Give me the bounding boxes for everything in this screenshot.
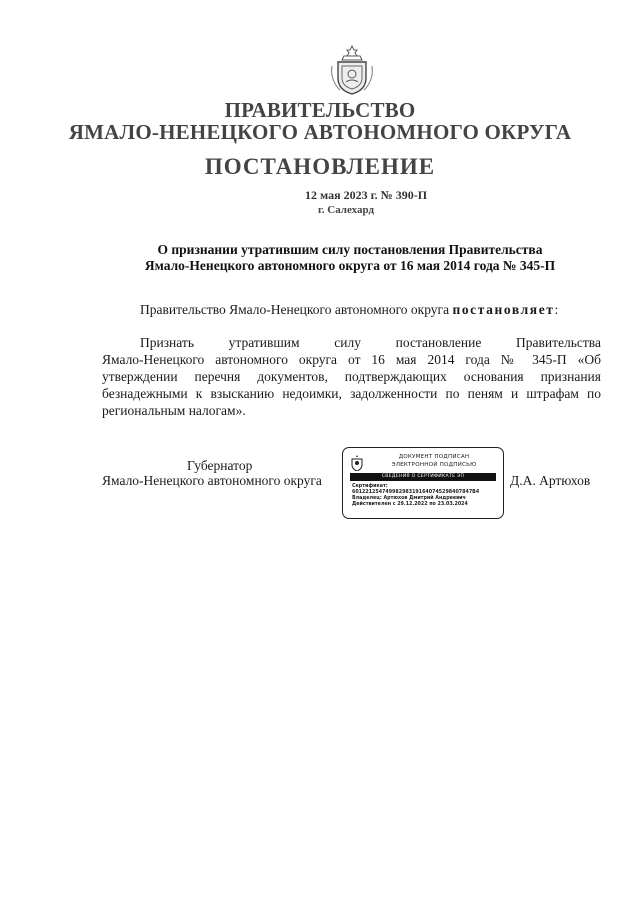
body-line: Признать утратившим силу постановление Правительства <box>140 335 601 350</box>
document-title-line2: Ямало-Ненецкого автономного округа от 16 мая 2014 года № 345-П <box>144 258 556 273</box>
government-title-line2: ЯМАЛО-НЕНЕЦКОГО АВТОНОМНОГО ОКРУГА <box>68 120 572 144</box>
electronic-signature-stamp <box>342 447 504 519</box>
government-title-line1: ПРАВИТЕЛЬСТВО <box>224 98 416 122</box>
stamp-cert-label: Сертификат: <box>352 484 388 489</box>
preamble-text: Правительство Ямало-Ненецкого автономного округа <box>140 302 453 317</box>
signatory-name: Д.А. Артюхов <box>510 473 591 488</box>
signatory-position-line1: Губернатор <box>187 458 253 473</box>
preamble-colon: : <box>554 302 559 317</box>
body-line: утверждении перечня документов, подтверждающих основания признания <box>102 369 601 384</box>
stamp-heading1: ДОКУМЕНТ ПОДПИСАН <box>398 454 470 460</box>
signatory-position-line2: Ямало-Ненецкого автономного округа <box>102 473 322 488</box>
document-title-line1: О признании утратившим силу постановления Правительства <box>157 242 543 257</box>
preamble <box>140 302 558 318</box>
coat-of-arms-icon <box>328 44 376 96</box>
stamp-owner: Владелец: Артюхов Дмитрий Андреевич <box>352 496 466 501</box>
document-city: г. Салехард <box>318 204 375 216</box>
document-type: ПОСТАНОВЛЕНИЕ <box>204 154 436 179</box>
body-line: Ямало-Ненецкого автономного округа от 16 мая 2014 года № 345-П «Об <box>102 352 601 367</box>
body-paragraph <box>102 334 601 419</box>
stamp-cert-number: 601221254749982983191640745298407847B4 <box>352 490 480 495</box>
document-date-number: 12 мая 2023 г. № 390-П <box>305 188 428 202</box>
stamp-heading2: ЭЛЕКТРОННОЙ ПОДПИСЬЮ <box>391 462 477 468</box>
coat-of-arms-icon <box>350 455 364 471</box>
preamble-emphasis: постановляет <box>452 302 555 317</box>
stamp-bar: СВЕДЕНИЯ О СЕРТИФИКАТЕ ЭП <box>350 473 496 481</box>
stamp-validity: Действителен с 29.12.2022 по 23.03.2024 <box>352 502 468 507</box>
body-line: региональным налогам». <box>102 403 246 418</box>
body-line: безнадежными к взысканию недоимки, задолженности по пеням и штрафам по <box>102 386 601 401</box>
